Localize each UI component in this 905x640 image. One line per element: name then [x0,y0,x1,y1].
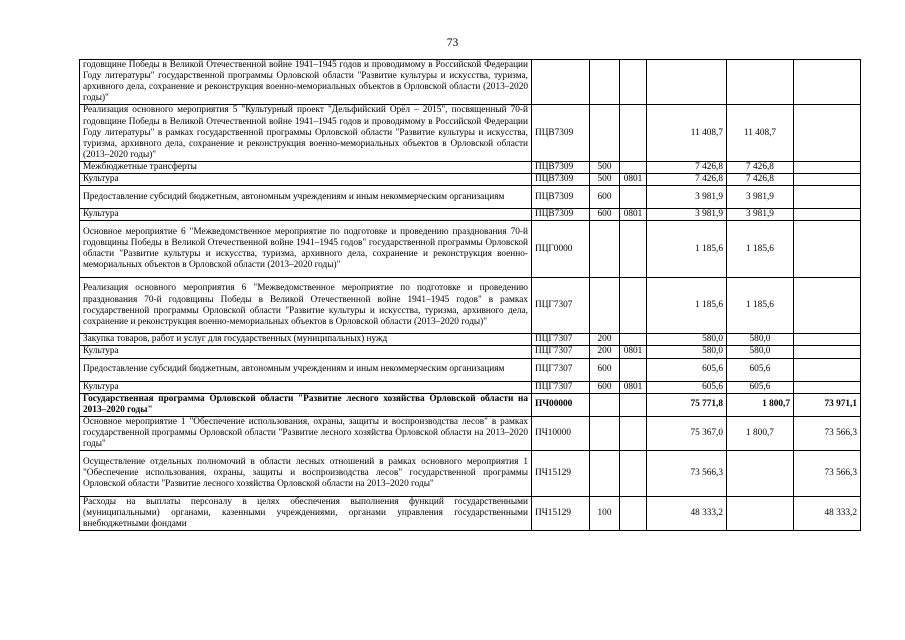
cell-section [620,393,647,416]
cell-regional [794,277,861,334]
cell-name: Закупка товаров, работ и услуг для государственных (муниципальных) нужд [80,334,532,346]
cell-federal: 580,0 [727,334,794,346]
cell-name: Предоставление субсидий бюджетным, автономным учреждениям и иным некоммерческим организациям [80,186,532,209]
cell-name: Расходы на выплаты персоналу в целях обеспечения выполнения функций государственными (муниципальными) органами, казенными учреждениями, органами управления государственными внебюджетными фондами [80,496,532,530]
cell-name: Реализация основного мероприятия 6 "Межведомственное мероприятие по подготовке и проведению празднования 70-й годовщины Победы в Великой Отечественной войне 1941–1945 годов" в рамках государственной программы Орловской области "Развитие культуры и искусства, туризма, архивного дела, сохранение и реконструкция военно-мемориальных объектов в Орловской области (2013–2020 годы)" [80,277,532,334]
cell-name: Культура [80,209,532,221]
cell-target-code: ПЦВ7309 [532,209,590,221]
cell-regional [794,209,861,221]
cell-target-code: ПЧ00000 [532,393,590,416]
cell-name: Предоставление субсидий бюджетным, автономным учреждениям и иным некоммерческим организациям [80,358,532,381]
cell-name: Культура [80,346,532,358]
table-row [80,334,861,346]
cell-section [620,496,647,530]
cell-expense-type: 500 [590,173,620,185]
budget-table [79,59,861,531]
cell-target-code: ПЧ15129 [532,496,590,530]
cell-target-code: ПЦВ7309 [532,161,590,173]
cell-section [620,451,647,496]
cell-section: 0801 [620,346,647,358]
cell-total: 580,0 [647,334,727,346]
cell-regional [794,173,861,185]
cell-name: Культура [80,173,532,185]
cell-federal: 605,6 [727,381,794,393]
cell-federal: 605,6 [727,358,794,381]
cell-section: 0801 [620,173,647,185]
table-row [80,381,861,393]
cell-total: 7 426,8 [647,161,727,173]
cell-section [620,60,647,105]
cell-regional [794,358,861,381]
cell-total: 75 771,8 [647,393,727,416]
cell-federal [727,451,794,496]
cell-target-code [532,60,590,105]
cell-section: 0801 [620,209,647,221]
table-row [80,161,861,173]
cell-target-code: ПЦГ7307 [532,381,590,393]
cell-regional [794,221,861,278]
cell-target-code: ПЦВ7309 [532,173,590,185]
cell-total: 605,6 [647,358,727,381]
cell-expense-type: 500 [590,161,620,173]
cell-total: 11 408,7 [647,105,727,162]
cell-expense-type: 200 [590,334,620,346]
cell-name: Государственная программа Орловской области "Развитие лесного хозяйства Орловской области на 2013–2020 годы" [80,393,532,416]
cell-expense-type: 200 [590,346,620,358]
cell-expense-type [590,105,620,162]
cell-federal: 580,0 [727,346,794,358]
cell-regional: 73 566,3 [794,417,861,451]
cell-federal: 3 981,9 [727,209,794,221]
cell-total: 75 367,0 [647,417,727,451]
cell-regional [794,60,861,105]
cell-name: Межбюджетные трансферты [80,161,532,173]
cell-name: Основное мероприятие 1 "Обеспечение использования, охраны, защиты и воспроизводства лесов" в рамках государственной программы Орловской области "Развитие лесного хозяйства Орловской области на 2013–2020 годы" [80,417,532,451]
cell-section [620,277,647,334]
cell-target-code: ПЦГ7307 [532,334,590,346]
table-row [80,209,861,221]
cell-regional [794,161,861,173]
cell-section [620,186,647,209]
cell-expense-type [590,277,620,334]
cell-federal: 1 800,7 [727,393,794,416]
cell-expense-type [590,417,620,451]
cell-target-code: ПЦГ7307 [532,358,590,381]
cell-total: 580,0 [647,346,727,358]
cell-name: годовщине Победы в Великой Отечественной войне 1941–1945 годов и проводимому в Российской Федерации Году литературы" государственной программы Орловской области "Развитие культуры и искусства, туризма, архивного дела, сохранение и реконструкция военно-мемориальных объектов в Орловской области (2013–2020 годы)" [80,60,532,105]
cell-total: 605,6 [647,381,727,393]
cell-federal: 7 426,8 [727,173,794,185]
cell-regional: 73 971,1 [794,393,861,416]
cell-section [620,161,647,173]
cell-section [620,105,647,162]
table-row [80,105,861,162]
cell-federal: 7 426,8 [727,161,794,173]
cell-section [620,417,647,451]
cell-section: 0801 [620,381,647,393]
cell-federal [727,496,794,530]
table-row [80,451,861,496]
cell-federal: 11 408,7 [727,105,794,162]
table-row [80,393,861,416]
table-row [80,346,861,358]
cell-total: 73 566,3 [647,451,727,496]
cell-total: 7 426,8 [647,173,727,185]
table-row [80,173,861,185]
cell-expense-type [590,393,620,416]
cell-target-code: ПЦГ7307 [532,346,590,358]
cell-regional: 48 333,2 [794,496,861,530]
cell-section [620,221,647,278]
cell-total: 1 185,6 [647,277,727,334]
cell-total [647,60,727,105]
cell-federal [727,60,794,105]
cell-target-code: ПЦГ0000 [532,221,590,278]
cell-target-code: ПЦВ7309 [532,105,590,162]
cell-expense-type: 600 [590,358,620,381]
cell-federal: 3 981,9 [727,186,794,209]
table-row [80,277,861,334]
cell-expense-type [590,221,620,278]
cell-expense-type: 600 [590,186,620,209]
cell-total: 3 981,9 [647,186,727,209]
table-row [80,60,861,105]
cell-federal: 1 185,6 [727,277,794,334]
cell-target-code: ПЦВ7309 [532,186,590,209]
cell-section [620,358,647,381]
cell-regional: 73 566,3 [794,451,861,496]
cell-total: 3 981,9 [647,209,727,221]
cell-federal: 1 185,6 [727,221,794,278]
page-number: 73 [446,37,459,49]
cell-federal: 1 800,7 [727,417,794,451]
table-row [80,417,861,451]
table-row [80,358,861,381]
cell-target-code: ПЧ10000 [532,417,590,451]
cell-expense-type: 600 [590,381,620,393]
cell-total: 1 185,6 [647,221,727,278]
cell-target-code: ПЧ15129 [532,451,590,496]
cell-name: Осуществление отдельных полномочий в области лесных отношений в рамках основного мероприятия 1 "Обеспечение использования, охраны, защиты и воспроизводства лесов" государственной программы Орловской области "Развитие лесного хозяйства Орловской области на 2013–2020 годы" [80,451,532,496]
table-row [80,496,861,530]
cell-regional [794,334,861,346]
cell-name: Основное мероприятие 6 "Межведомственное мероприятие по подготовке и проведению празднования 70-й годовщины Победы в Великой Отечественной войне 1941–1945 годов" государственной программы Орловской области "Развитие культуры и искусства, туризма, архивного дела, сохранение и реконструкция военно-мемориальных объектов в Орловской области (2013–2020 годы)" [80,221,532,278]
cell-name: Реализация основного мероприятия 5 "Культурный проект "Дельфийский Орёл – 2015", посвященный 70-й годовщине Победы в Великой Отечественной войне 1941–1945 годов и проводимому в Российской Федерации Году литературы" в рамках государственной программы Орловской области "Развитие культуры и искусства, туризма, архивного дела, сохранение и реконструкция военно-мемориальных объектов в Орловской области (2013–2020 годы)" [80,105,532,162]
table-row [80,186,861,209]
table-row [80,221,861,278]
cell-expense-type: 600 [590,209,620,221]
cell-expense-type [590,60,620,105]
cell-section [620,334,647,346]
cell-regional [794,105,861,162]
cell-regional [794,346,861,358]
cell-target-code: ПЦГ7307 [532,277,590,334]
cell-total: 48 333,2 [647,496,727,530]
cell-regional [794,381,861,393]
cell-name: Культура [80,381,532,393]
cell-expense-type [590,451,620,496]
table-body [80,60,861,531]
cell-expense-type: 100 [590,496,620,530]
cell-regional [794,186,861,209]
